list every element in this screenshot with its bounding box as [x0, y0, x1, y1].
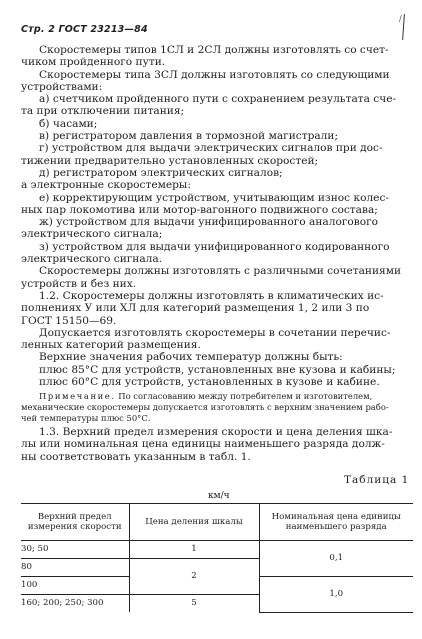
- paragraphs-line: ГОСТ 15150—69.: [21, 314, 117, 327]
- paragraphs-line: электрического сигнала;: [21, 228, 163, 241]
- corner-mark-line: [402, 14, 405, 40]
- header-scale-division: Цена деления шкалы: [129, 504, 259, 541]
- paragraphs-line: ж) устройством для выдачи унифицированного аналогового: [39, 216, 379, 229]
- table-title: Таблица 1: [344, 474, 410, 486]
- paragraphs-line: ленных категорий размещения.: [21, 339, 201, 352]
- cell-scale-division: 5: [129, 595, 259, 613]
- after_note-line: 1.3. Верхний предел измерения скорости и цена деления шка-: [39, 426, 393, 439]
- paragraphs-line: б) часами;: [39, 117, 98, 130]
- paragraphs-line: тижении предварительно установленных скоростей;: [21, 154, 319, 167]
- paragraphs-line: в) регистратором давления в тормозной магистрали;: [39, 130, 339, 143]
- paragraphs-line: Верхние значения рабочих температур должны быть:: [39, 351, 343, 364]
- paragraphs-line: ных пар локомотива или мотор-вагонного подвижного состава;: [21, 203, 378, 216]
- table-header-row: [21, 504, 413, 541]
- paragraphs-line: а) счетчиком пройденного пути с сохранением результата сче-: [39, 93, 397, 106]
- table-row: [21, 541, 413, 559]
- header-upper-limit: Верхний предел измерения скорости: [21, 504, 129, 541]
- note-line-2: механические скоростемеры допускается изготовлять с верхним значением рабо-: [21, 401, 389, 412]
- cell-upper-limit: 30; 50: [21, 541, 129, 559]
- note-line-3: чей температуры плюс 50°С.: [21, 412, 151, 423]
- paragraphs-line: Допускается изготовлять скоростемеры в сочетании перечис-: [39, 326, 391, 339]
- paragraphs-line: плюс 85°С для устройств, установленных вне кузова и кабины;: [39, 363, 396, 376]
- cell-scale-division: 1: [129, 541, 259, 559]
- document-body: [21, 44, 413, 463]
- note-label: Примечание.: [39, 391, 116, 402]
- cell-upper-limit: 160; 200; 250; 300: [21, 595, 129, 613]
- paragraphs-line: е) корректирующим устройством, учитывающим износ колес-: [39, 191, 389, 204]
- paragraphs-line: Скоростемеры должны изготовлять с различными сочетаниями: [39, 265, 402, 278]
- cell-upper-limit: 80: [21, 559, 129, 577]
- cell-scale-division: 2: [129, 559, 259, 595]
- paragraphs-line: та при отключении питания;: [21, 105, 185, 118]
- cell-nominal-unit: 0,1: [259, 541, 413, 577]
- paragraphs-line: Скоростемеры типа 3СЛ должны изготовлять со следующими: [39, 68, 390, 81]
- paragraphs-line: устройствами:: [21, 80, 103, 93]
- paragraphs-line: Скоростемеры типов 1СЛ и 2СЛ должны изготовлять со счет-: [39, 44, 389, 56]
- paragraphs-line: г) устройством для выдачи электрических сигналов при дос-: [39, 142, 383, 155]
- page-header: Стр. 2 ГОСТ 23213—84: [21, 24, 148, 35]
- cell-nominal-unit: 1,0: [259, 577, 413, 613]
- paragraphs-line: полнениях У или ХЛ для категорий размещения 1, 2 или 3 по: [21, 302, 370, 315]
- speed-table: [21, 503, 413, 613]
- paragraphs-line: 1.2. Скоростемеры должны изготовлять в климатических ис-: [39, 289, 384, 302]
- after_note-line: ны соответствовать указанным в табл. 1.: [21, 450, 251, 463]
- table-unit: км/ч: [208, 491, 230, 501]
- cell-upper-limit: 100: [21, 577, 129, 595]
- note-block: [21, 391, 413, 423]
- paragraphs-line: устройств и без них.: [21, 277, 137, 290]
- paragraphs: [21, 44, 413, 388]
- paragraphs-line: электрического сигнала.: [21, 253, 163, 266]
- paragraphs-line: а электронные скоростемеры:: [21, 179, 191, 192]
- corner-mark: /: [399, 14, 402, 23]
- paragraphs-line: з) устройством для выдачи унифицированного кодированного: [39, 240, 390, 253]
- header-nominal-unit: Номинальная цена единицы наименьшего разряда: [259, 504, 413, 541]
- after_note-line: лы или номинальная цена единицы наименьшего разряда долж-: [21, 438, 385, 451]
- paragraphs-line: чиком пройденного пути.: [21, 56, 166, 69]
- paragraphs-line: д) регистратором электрических сигналов;: [39, 166, 283, 179]
- paragraphs-line: плюс 60°С для устройств, установленных в кузове и кабине.: [39, 376, 380, 389]
- after-note-paragraphs: [21, 426, 413, 463]
- note-line-1: По согласованию между потребителем и изготовителем,: [115, 391, 373, 402]
